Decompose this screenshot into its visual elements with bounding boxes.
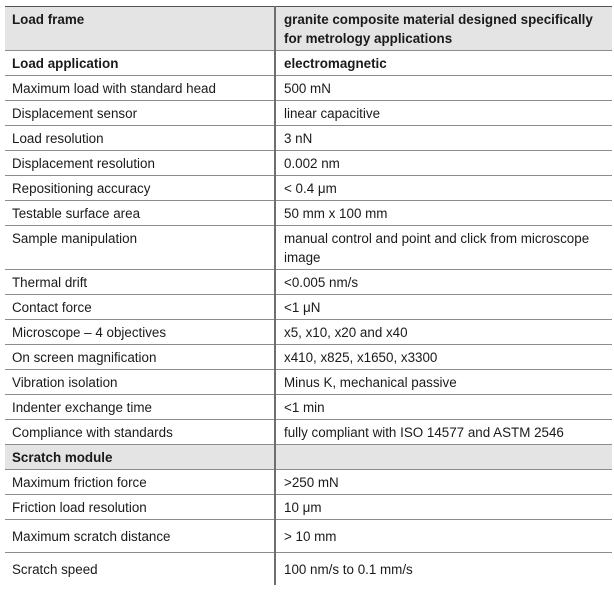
specifications-table xyxy=(5,6,612,585)
spec-label: Testable surface area xyxy=(5,201,275,226)
spec-row xyxy=(5,295,612,320)
spec-value: >250 mN xyxy=(275,470,612,495)
spec-value: 0.002 nm xyxy=(275,151,612,176)
spec-label: Scratch speed xyxy=(5,553,275,586)
spec-row xyxy=(5,395,612,420)
spec-value: linear capacitive xyxy=(275,101,612,126)
spec-value: granite composite material designed specifically for metrology applications xyxy=(275,7,612,51)
spec-value: > 10 mm xyxy=(275,520,612,553)
spec-row xyxy=(5,151,612,176)
spec-value: manual control and point and click from microscope image xyxy=(275,226,612,270)
section-header-row xyxy=(5,445,612,470)
spec-value: x410, x825, x1650, x3300 xyxy=(275,345,612,370)
spec-label: Vibration isolation xyxy=(5,370,275,395)
spec-label: On screen magnification xyxy=(5,345,275,370)
spec-label: Maximum scratch distance xyxy=(5,520,275,553)
spec-row xyxy=(5,495,612,520)
spec-label: Microscope – 4 objectives xyxy=(5,320,275,345)
section-header-row xyxy=(5,7,612,51)
spec-row xyxy=(5,76,612,101)
spec-value: 10 μm xyxy=(275,495,612,520)
spec-row xyxy=(5,176,612,201)
spec-row xyxy=(5,370,612,395)
spec-label: Compliance with standards xyxy=(5,420,275,445)
spec-label: Scratch module xyxy=(5,445,275,470)
spec-value: 100 nm/s to 0.1 mm/s xyxy=(284,562,413,577)
spec-row xyxy=(5,553,612,586)
spec-label: Thermal drift xyxy=(5,270,275,295)
spec-row xyxy=(5,420,612,445)
spec-label: Friction load resolution xyxy=(5,495,275,520)
spec-value: 500 mN xyxy=(275,76,612,101)
spec-row xyxy=(5,201,612,226)
spec-label: Maximum friction force xyxy=(5,470,275,495)
spec-label: Indenter exchange time xyxy=(5,395,275,420)
spec-row xyxy=(5,345,612,370)
specifications-table-body xyxy=(5,7,612,586)
spec-row xyxy=(5,270,612,295)
spec-label: Sample manipulation xyxy=(5,226,275,270)
spec-row xyxy=(5,226,612,270)
section-header-row xyxy=(5,51,612,76)
spec-row xyxy=(5,101,612,126)
spec-label: Load resolution xyxy=(5,126,275,151)
spec-label: Displacement sensor xyxy=(5,101,275,126)
spec-value xyxy=(275,445,612,470)
spec-value: fully compliant with ISO 14577 and ASTM 2546 xyxy=(275,420,612,445)
spec-row xyxy=(5,520,612,553)
spec-value: x5, x10, x20 and x40 xyxy=(275,320,612,345)
spec-label: Load application xyxy=(5,51,275,76)
spec-value: <0.005 nm/s xyxy=(275,270,612,295)
spec-value: <1 μN xyxy=(275,295,612,320)
spec-row xyxy=(5,470,612,495)
spec-value: Minus K, mechanical passive xyxy=(275,370,612,395)
spec-row xyxy=(5,126,612,151)
spec-value: electromagnetic xyxy=(275,51,612,76)
spec-row xyxy=(5,320,612,345)
spec-value: < 0.4 μm xyxy=(275,176,612,201)
spec-value: 50 mm x 100 mm xyxy=(275,201,612,226)
spec-label: Load frame xyxy=(5,7,275,51)
spec-label: Displacement resolution xyxy=(5,151,275,176)
spec-label: Contact force xyxy=(5,295,275,320)
spec-value: 3 nN xyxy=(275,126,612,151)
spec-label: Repositioning accuracy xyxy=(5,176,275,201)
spec-label: Maximum load with standard head xyxy=(5,76,275,101)
spec-value: <1 min xyxy=(275,395,612,420)
